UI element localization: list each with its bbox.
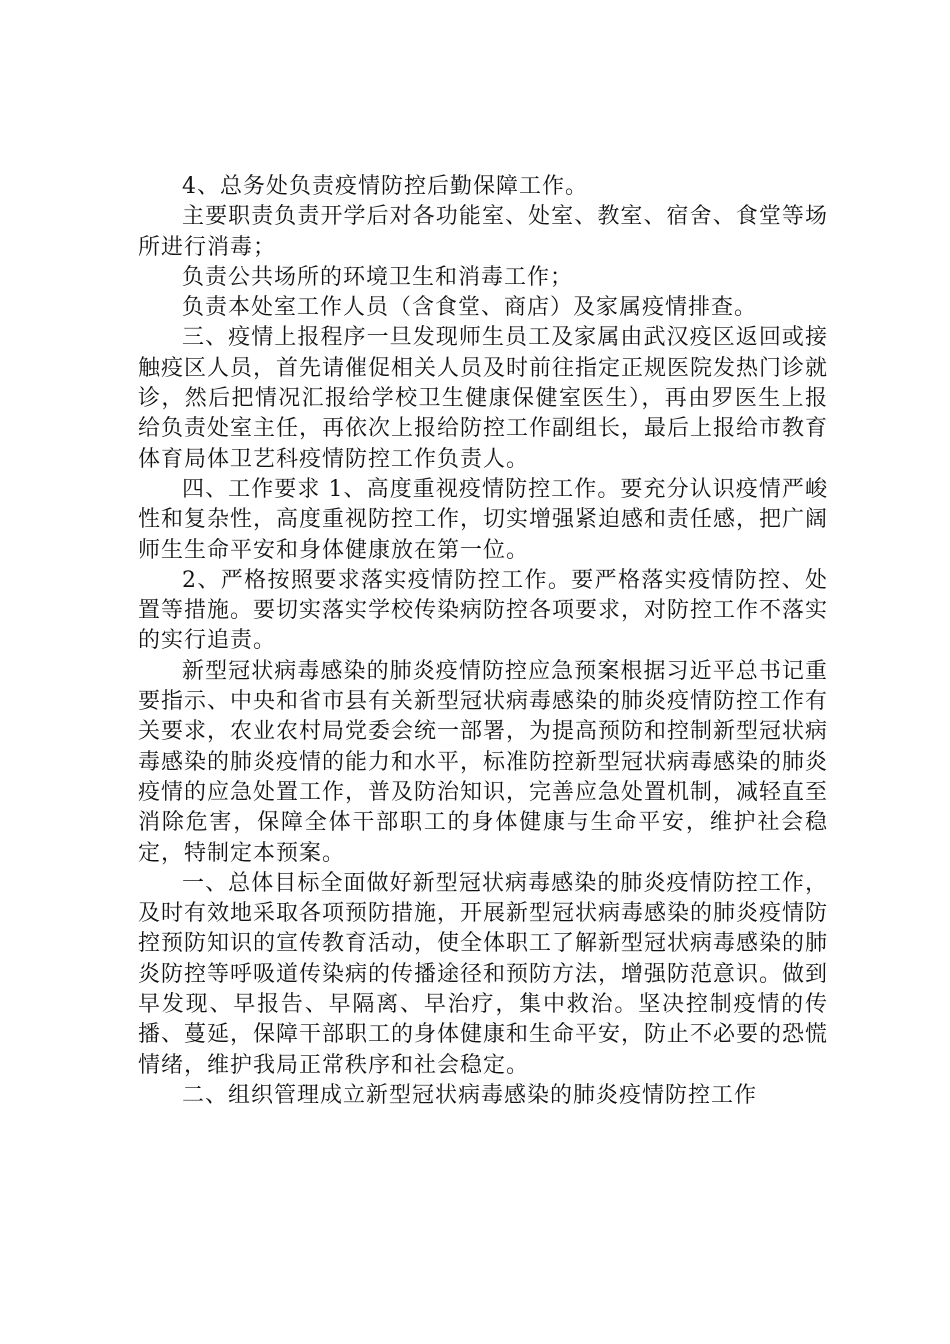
paragraph: 一、总体目标全面做好新型冠状病毒感染的肺炎疫情防控工作，及时有效地采取各项预防措施，开展新型冠状病毒感染的肺炎疫情防控预防知识的宣传教育活动，使全体职工了解新型冠状病毒感染的肺炎防控等呼吸道传染病的传播途径和预防方法，增强防范意识。做到早发现、早报告、早隔离、早治疗，集中救治。坚决控制疫情的传播、蔓延，保障干部职工的身体健康和生命平安，防止不必要的恐慌情绪，维护我局正常秩序和社会稳定。 — [138, 870, 829, 1078]
paragraph: 二、组织管理成立新型冠状病毒感染的肺炎疫情防控工作 — [182, 1082, 758, 1108]
paragraph: 2、严格按照要求落实疫情防控工作。要严格落实疫情防控、处置等措施。要切实落实学校传染病防控各项要求，对防控工作不落实的实行追责。 — [138, 567, 829, 654]
paragraph: 主要职责负责开学后对各功能室、处室、教室、宿舍、食堂等场所进行消毒； — [138, 204, 828, 260]
document-page — [138, 172, 828, 1111]
paragraph: 负责本处室工作人员（含食堂、商店）及家属疫情排查。 — [182, 295, 758, 321]
paragraph: 新型冠状病毒感染的肺炎疫情防控应急预案根据习近平总书记重要指示、中央和省市县有关新型冠状病毒感染的肺炎疫情防控工作有关要求，农业农村局党委会统一部署，为提高预防和控制新型冠状病毒感染的肺炎疫情的能力和水平，标准防控新型冠状病毒感染的肺炎疫情的应急处置工作，普及防治知识，完善应急处置机制，减轻直至消除危害，保障全体干部职工的身体健康与生命平安，维护社会稳定，特制定本预案。 — [138, 658, 829, 866]
paragraph: 负责公共场所的环境卫生和消毒工作； — [182, 264, 574, 290]
paragraph: 4、总务处负责疫情防控后勤保障工作。 — [182, 174, 588, 199]
paragraph: 三、疫情上报程序一旦发现师生员工及家属由武汉疫区返回或接触疫区人员，首先请催促相关人员及时前往指定正规医院发热门诊就诊，然后把情况汇报给学校卫生健康保健室医生），再由罗医生上报给负责处室主任，再依次上报给防控工作副组长，最后上报给市教育体育局体卫艺科疫情防控工作负责人。 — [138, 325, 829, 472]
paragraph: 四、工作要求 1、高度重视疫情防控工作。要充分认识疫情严峻性和复杂性，高度重视防控工作，切实增强紧迫感和责任感，把广阔师生生命平安和身体健康放在第一位。 — [138, 476, 829, 563]
